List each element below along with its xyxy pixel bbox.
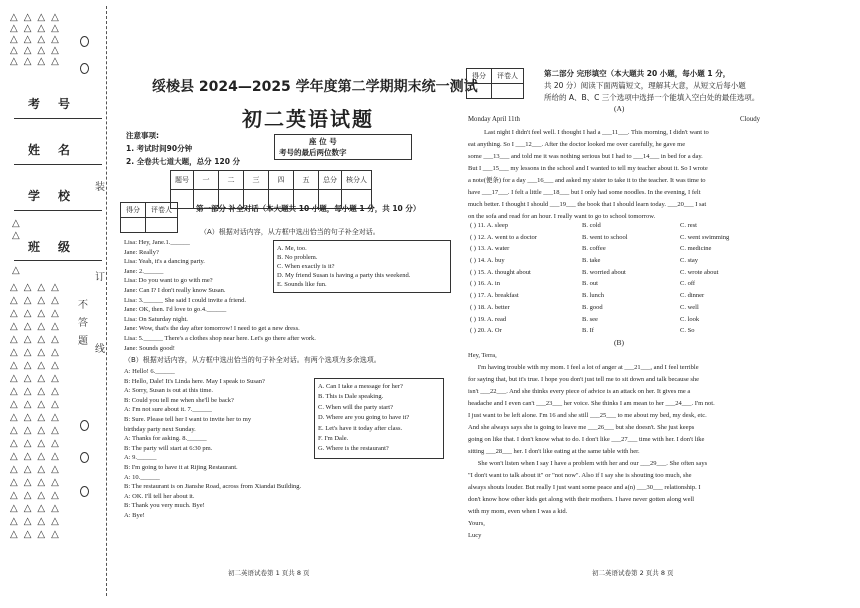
exam-title-line: 绥棱县 2024—2025 学年度第二学期期末统一测试 xyxy=(152,79,478,95)
option-item: E. Sounds like fun. xyxy=(277,281,327,288)
name-label: 姓名 xyxy=(27,143,88,157)
option-item: B. No problem. xyxy=(277,254,318,261)
triangle-marks: △△△△ xyxy=(10,12,65,23)
passage-line: some ___13___ and told me it was nothing serious but I had to ___14___ in bed for a day. xyxy=(468,153,703,160)
diary-weather: Cloudy xyxy=(740,116,761,123)
triangle-marks: △△△△ xyxy=(10,334,65,345)
exam-number-line xyxy=(14,118,102,119)
dialog-line: A: OK. I'll tell her about it. xyxy=(124,492,195,500)
score-header: 五 xyxy=(294,171,319,190)
passage-line: a note(便条) for a day ___16___ and asked my sister to take it to the teacher. It was time to xyxy=(468,177,706,184)
school-line xyxy=(14,210,102,211)
option-item: D. Where are you going to have it? xyxy=(318,414,410,422)
question-option-c[interactable]: C. So xyxy=(680,327,695,335)
dialog-line: B: Hello, Dale! It's Linda here. May I speak to Susan? xyxy=(124,377,265,385)
question-option-b[interactable]: B. cold xyxy=(582,222,601,229)
triangle-marks: △△△△ xyxy=(10,503,65,514)
score-header: 三 xyxy=(244,171,269,190)
question-option-a[interactable]: ( ) 20. A. Or xyxy=(470,327,502,335)
option-item: A. Me, too. xyxy=(277,245,307,252)
triangle-marks: △△△△ xyxy=(10,23,65,34)
binding-hole xyxy=(80,420,89,431)
grader-name-label: 评卷人 xyxy=(492,69,524,84)
triangle-mark: △ xyxy=(12,265,20,276)
triangle-marks: △△△△ xyxy=(10,399,65,410)
grader-score-cell[interactable] xyxy=(467,84,492,99)
binding-mark: 订 xyxy=(95,272,105,283)
seat-label: 座 位 号 xyxy=(309,137,337,146)
question-option-b[interactable]: B. went to school xyxy=(582,233,628,241)
question-option-c[interactable]: C. wrote about xyxy=(680,268,719,276)
passage-line: for saying that, but it's true. I hope you don't just tell me to sit down and talk because she xyxy=(468,376,700,383)
passage-line: And she always says she is going to leave me ___26___ but she doesn't. She just keeps xyxy=(468,424,695,431)
part1-grader-box xyxy=(120,202,178,233)
passageB xyxy=(468,350,715,542)
grader-name-cell[interactable] xyxy=(492,84,524,99)
dialog-line: Jane: Can I? I don't really know Susan. xyxy=(124,286,226,294)
grader-score-label: 得分 xyxy=(121,203,146,218)
passage-line: "I don't want to talk about it" or "not now". Also if I say she is shouting too much, she xyxy=(468,472,692,479)
passage-line: eat anything. So I ___12___. After the doctor looked me over carefully, he gave me xyxy=(468,141,686,148)
dialog-line: A: I'm not sure about it. 7.______ xyxy=(124,406,212,414)
passage-line: Lucy xyxy=(468,532,482,539)
question-option-c[interactable]: C. look xyxy=(680,315,700,323)
option-item: B. This is Dale speaking. xyxy=(318,393,384,401)
score-header: 二 xyxy=(219,171,244,190)
triangle-marks: △△△△ xyxy=(10,477,65,488)
dialog-line: B: Could you tell me when she'll be back? xyxy=(124,396,234,404)
dialog-line: Lisa: Yeah, it's a dancing party. xyxy=(124,258,205,266)
passage-line: with my mom, even when I was a kid. xyxy=(468,508,568,515)
passageA xyxy=(468,127,709,223)
passage-line: I'm having trouble with my mom. I feel a lot of anger at ___21___, and I feel terrible xyxy=(468,364,699,371)
dialog-line: B: The party will start at 6:30 pm. xyxy=(124,444,213,452)
question-option-a[interactable]: ( ) 15. A. thought about xyxy=(470,268,531,276)
binding-dash-line xyxy=(106,6,107,596)
option-item: C. When exactly is it? xyxy=(277,263,335,270)
question-option-a[interactable]: ( ) 12. A. went to a doctor xyxy=(470,233,537,241)
binding-mark: 线 xyxy=(95,344,105,355)
dialog-line: B: Sure. Please tell her I want to invite her to my xyxy=(124,415,252,423)
part2-grader-box xyxy=(466,68,524,99)
sectionB-label: (B) xyxy=(614,338,624,347)
dialog-line: Lisa: On Saturday night. xyxy=(124,315,188,323)
sectionA-label: (A) xyxy=(614,104,625,113)
question-option-a[interactable]: ( ) 13. A. water xyxy=(470,245,510,253)
score-header: 四 xyxy=(269,171,294,190)
triangle-marks: △△△△ xyxy=(10,516,65,527)
dialog-line: A: Sorry, Susan is out at this time. xyxy=(124,387,213,395)
triangle-marks: △△△△ xyxy=(10,438,65,449)
part1-sectionA-instruction: （A）根据对话内容，从方框中选出恰当的句子补全对话。 xyxy=(200,228,380,236)
question-option-c[interactable]: C. stay xyxy=(680,257,699,265)
question-option-a[interactable]: ( ) 18. A. better xyxy=(470,303,510,311)
grader-name-label: 评卷人 xyxy=(146,203,178,218)
part2-heading xyxy=(544,68,759,104)
exam-number-label: 考号 xyxy=(27,97,88,111)
question-option-c[interactable]: C. off xyxy=(680,280,696,288)
dialog-line: A: 10.______ xyxy=(124,473,160,481)
class-line xyxy=(14,260,102,261)
note-item: 2. 全卷共七道大题，总分 120 分 xyxy=(126,157,241,166)
dialogB xyxy=(124,367,301,521)
dialog-line: Lisa: 3.______ She said I could invite a friend. xyxy=(124,296,247,304)
dialog-line: A: Bye! xyxy=(124,511,145,519)
passage-line: don't know how other kids get along with their mothers. I have never gotten along well xyxy=(468,496,695,503)
binding-hole xyxy=(80,486,89,497)
triangle-marks: △△△△ xyxy=(10,295,65,306)
binding-mark: 不 xyxy=(78,300,88,311)
triangle-marks: △△△△ xyxy=(10,425,65,436)
triangle-marks: △△△△ xyxy=(10,464,65,475)
score-header: 一 xyxy=(194,171,219,190)
part2-heading-line: 共 20 分）阅读下面两篇短文，理解其大意，从短文后每小题 xyxy=(544,81,746,90)
dialog-line: Lisa: Do you want to go with me? xyxy=(124,277,213,285)
triangle-marks: △△△△ xyxy=(10,490,65,501)
triangle-marks: △△△△ xyxy=(10,34,65,45)
option-item: C. When will the party start? xyxy=(318,403,393,411)
dialog-line: Jane: Sounds good! xyxy=(124,344,175,352)
subject-title: 初二英语试题 xyxy=(242,107,374,131)
grader-score-cell[interactable] xyxy=(121,218,146,233)
seat-hint: 考号的最后两位数字 xyxy=(279,148,347,157)
question-option-c[interactable]: C. medicine xyxy=(680,245,712,253)
dialog-line: B: I'm going to have it at Rijing Restaurant. xyxy=(124,463,238,471)
passage-line: I just want to be left alone. I'm 16 and she still ___25___ to me about my bed, my desk, etc. xyxy=(468,412,707,419)
page2-footer: 初二英语试卷第 2 页共 8 页 xyxy=(592,569,674,577)
option-item: E. Let's have it today after class. xyxy=(318,424,403,432)
triangle-mark: △ xyxy=(12,230,20,241)
triangle-marks: △△△△ xyxy=(10,529,65,540)
passage-line: going on like that. I don't know what to do. I don't like ___27___ time with her. I don't like xyxy=(468,436,705,443)
triangle-marks: △△△△ xyxy=(10,308,65,319)
option-item: A. Can I take a message for her? xyxy=(318,383,403,390)
passage-line: She won't listen when I say I have a problem with her and our ___29___. She often says xyxy=(468,460,708,467)
question-option-b[interactable]: B. lunch xyxy=(582,292,605,300)
question-option-b[interactable]: B. see xyxy=(582,315,598,323)
passage-line: headache and I even can't ___23___ her voice. She thinks I am mean to her ___24___. I'm not. xyxy=(468,400,715,407)
binding-hole xyxy=(80,36,89,47)
question-option-a[interactable]: ( ) 19. A. read xyxy=(470,315,507,323)
part2-heading-line: 第二部分 完形填空（本大题共 20 小题，每小题 1 分， xyxy=(544,69,731,78)
part1-heading: 第一部分 补全对话（本大题共 10 小题，每小题 1 分，共 10 分） xyxy=(196,204,421,213)
name-line xyxy=(14,164,102,165)
score-header: 题号 xyxy=(171,171,194,190)
passage-line: Hey, Terra, xyxy=(468,352,497,359)
triangle-marks: △△△△ xyxy=(10,321,65,332)
triangle-marks: △△△△ xyxy=(10,360,65,371)
school-label: 学校 xyxy=(27,189,88,203)
part2-heading-line: 所给的 A、B、C 三个选项中选择一个能填入空白处的最佳选项。 xyxy=(544,93,760,102)
optionsA-box xyxy=(273,240,451,293)
score-header: 总分 xyxy=(319,171,342,190)
triangle-marks: △△△△ xyxy=(10,56,65,67)
triangle-marks: △△△△ xyxy=(10,451,65,462)
question-option-b[interactable]: B. good xyxy=(582,303,603,311)
dialog-line: B: The restaurant is on Jianshe Road, across from Xiandai Building. xyxy=(124,483,302,491)
binding-mark: 题 xyxy=(78,336,88,347)
triangle-marks: △△△△ xyxy=(10,282,65,293)
binding-mark: 答 xyxy=(78,318,88,329)
passage-line: Yours, xyxy=(468,520,485,527)
question-option-c[interactable]: C. rest xyxy=(680,222,697,229)
triangle-marks: △△△△ xyxy=(10,347,65,358)
question-option-a[interactable]: ( ) 16. A. in xyxy=(470,280,500,288)
binding-mark: 装 xyxy=(95,182,105,193)
notes-heading: 注意事项: xyxy=(126,131,159,140)
question-option-c[interactable]: C. dinner xyxy=(680,292,705,300)
grader-score-label: 得分 xyxy=(467,69,492,84)
passage-line: always shouts louder. But really I just want some peace and a(n) ___30___ relationship. I xyxy=(468,484,701,491)
dialog-line: Lisa: Hey, Jane.1.______ xyxy=(124,239,190,246)
binding-hole xyxy=(80,63,89,74)
dialog-line: Lisa: 5.______ There's a clothes shop near here. Let's go there after work. xyxy=(124,334,316,342)
dialog-line: Jane: Really? xyxy=(124,248,159,256)
question-option-b[interactable]: B. take xyxy=(582,257,601,265)
question-option-b[interactable]: B. coffee xyxy=(582,245,606,253)
passage-line: isn't ___22___. And she thinks every piece of advice is an attack on her. It gives me a xyxy=(468,388,691,395)
passage-line: much better. I thought I should ___19___ the book that I should learn today. ___20___ I sat xyxy=(468,201,707,208)
score-header: 核分人 xyxy=(342,171,372,190)
triangle-marks: △△△△ xyxy=(10,386,65,397)
triangle-mark: △ xyxy=(12,218,20,229)
triangle-marks: △△△△ xyxy=(10,373,65,384)
optionsB-box xyxy=(314,378,444,459)
question-option-a[interactable]: ( ) 17. A. breakfast xyxy=(470,292,519,300)
option-item: D. My friend Susan is having a party this weekend. xyxy=(277,272,411,279)
seat-number-box xyxy=(274,134,412,160)
class-label: 班级 xyxy=(27,240,88,254)
question-option-a[interactable]: ( ) 14. A. buy xyxy=(470,257,505,265)
dialog-line: Jane: 2.______ xyxy=(124,267,164,275)
passage-line: Last night I didn't feel well. I thought I had a ___11___. This morning, I didn't want to xyxy=(484,129,709,136)
dialog-line: A: 9.______ xyxy=(124,454,157,462)
question-option-c[interactable]: C. well xyxy=(680,303,699,311)
part1-sectionB-instruction: （B）根据对话内容，从方框中选出恰当的句子补全对话。有两个选项为多余选项。 xyxy=(124,356,381,364)
question-option-b[interactable]: B. out xyxy=(582,280,598,288)
passage-line: have ___17___. I felt a little ___18___ but I only had some noodles. In the evening, I felt xyxy=(468,189,701,196)
diary-date: Monday April 11th xyxy=(468,116,520,123)
question-option-c[interactable]: C. went swimming xyxy=(680,233,730,241)
option-item: G. Where is the restaurant? xyxy=(318,445,389,453)
question-option-b[interactable]: B. If xyxy=(582,327,594,335)
question-option-a[interactable]: ( ) 11. A. sleep xyxy=(470,222,509,229)
dialog-line: B: Thank you very much. Bye! xyxy=(124,502,205,510)
option-item: F. I'm Dale. xyxy=(318,435,349,443)
note-item: 1. 考试时间90分钟 xyxy=(126,144,193,153)
triangle-marks: △△△△ xyxy=(10,45,65,56)
question-option-b[interactable]: B. worried about xyxy=(582,268,626,276)
passage-line: sitting ___28___ her. I don't like eating at the same table with her. xyxy=(468,448,640,455)
passage-line: But I ___15___ my lessons in the school and I wanted to tell my teacher about it. So I wrote xyxy=(468,165,708,172)
binding-hole xyxy=(80,452,89,463)
dialog-line: birthday party next Sunday. xyxy=(124,425,196,433)
dialog-line: Jane: Wow, that's the day after tomorrow! I need to get a new dress. xyxy=(124,325,300,333)
page1-footer: 初二英语试卷第 1 页共 8 页 xyxy=(228,569,310,577)
dialog-line: Jane: OK, then. I'd love to go.4.______ xyxy=(124,306,227,314)
grader-name-cell[interactable] xyxy=(146,218,178,233)
passage-line: on the sofa and read for an hour. I really want to go to school tomorrow. xyxy=(468,213,656,220)
dialog-line: A: Hello! 6.______ xyxy=(124,368,175,375)
dialog-line: A: Thanks for asking. 8.______ xyxy=(124,435,207,443)
triangle-marks: △△△△ xyxy=(10,412,65,423)
